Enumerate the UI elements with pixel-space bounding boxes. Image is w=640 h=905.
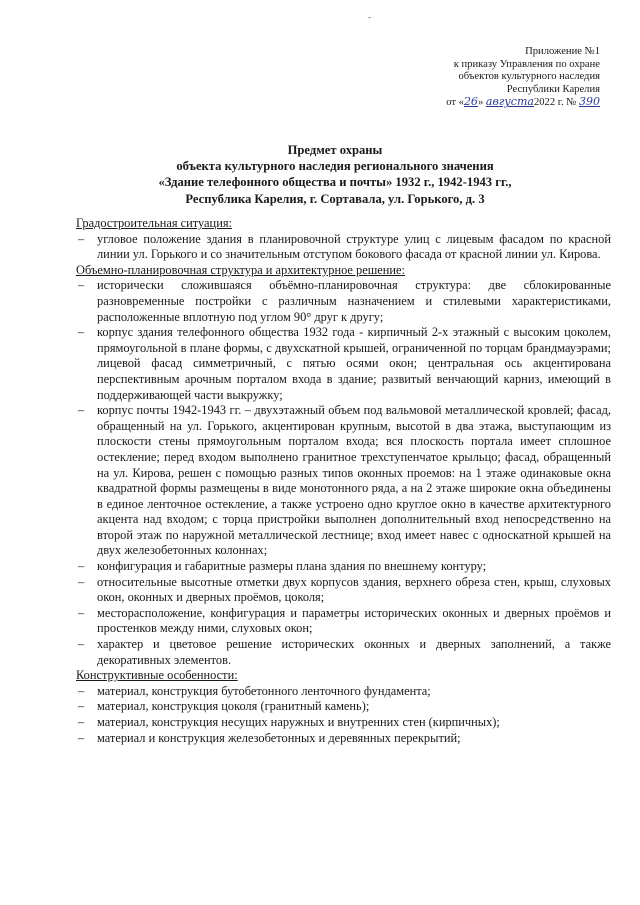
- appendix-line: Приложение №1: [525, 46, 600, 57]
- list-item: [76, 403, 611, 559]
- dash-bullet: –: [78, 278, 85, 293]
- section-heading: Конструктивные особенности:: [76, 668, 238, 683]
- list-item-text: конфигурация и габаритные размеры плана здания по внешнему контуру;: [97, 559, 487, 574]
- appendix-line: Республики Карелия: [506, 83, 600, 95]
- document-title: [60, 142, 610, 207]
- list-item-text: месторасположение, конфигурация и параметры исторических оконных и дверных проёмов и простенков между ними, слуховых окон;: [97, 605, 611, 636]
- list-item: [76, 232, 611, 263]
- list-item: [76, 606, 611, 637]
- section-heading: Объемно-планировочная структура и архитектурное решение:: [76, 262, 405, 277]
- list-item: [76, 731, 611, 747]
- dash-bullet: –: [78, 403, 85, 418]
- appendix-line: к приказу Управления по охране: [453, 58, 600, 70]
- list-item-text: относительные высотные отметки двух корпусов здания, верхнего обреза стен, крыш, слуховых окон, оконных и дверных проёмов, цоколя;: [97, 574, 611, 605]
- dash-bullet: –: [78, 325, 85, 340]
- list-item: [76, 325, 611, 403]
- dash-bullet: –: [78, 605, 85, 620]
- list-item-text: материал, конструкция несущих наружных и внутренних стен (кирпичных);: [97, 715, 500, 729]
- list-item-text: характер и цветовое решение исторических оконных и дверных заполнений, а также декоративных элементов.: [97, 637, 611, 667]
- handwritten-order-number: 390: [579, 95, 600, 109]
- dash-bullet: –: [78, 715, 85, 729]
- list-item: [76, 699, 611, 715]
- document-body: [76, 216, 611, 746]
- page-mark: -: [368, 12, 371, 22]
- dash-bullet: –: [78, 730, 85, 745]
- list-item: [76, 575, 611, 606]
- dash-bullet: –: [78, 574, 85, 589]
- dash-bullet: –: [78, 559, 85, 574]
- title-line: Предмет охраны: [287, 143, 383, 157]
- list-item: [76, 715, 611, 731]
- list-item: [76, 684, 611, 700]
- list-item-text: материал и конструкция железобетонных и деревянных перекрытий;: [97, 730, 461, 745]
- dash-bullet: –: [78, 231, 85, 246]
- title-line: «Здание телефонного общества и почты» 1932 г., 1942-1943 гг.,: [158, 175, 512, 190]
- section-heading: Градостроительная ситуация:: [76, 216, 232, 230]
- handwritten-month: августа: [485, 95, 534, 109]
- list-item-text: корпус почты 1942-1943 гг. – двухэтажный объем под вальмовой металлической кровлей; фасад, обращенный на ул. Горького, акцентирован крупным, высотой в два этажа, выступающим из плоскости стены прямоугольным порталом входа; вся плоскость портала имеет сплошное остекление; перед входом выполнено гранитное трехступенчатое крыльцо; фасад, обращенный на ул. Кирова, решен с помощью разных типов оконных проемов: на 1 этаже одинаковые окна квадратной формы размещены в виде монотонного ряда, а на 2 этаже широкие окна объединены в единое ленточное остекление, а также устроено одно круглое окно в качестве архитектурного акцента над входом; с торца пристройки выполнен дополнительный вход непосредственно на второй этаж по наружной металлической лестнице; вход имеет навес с односкатной крышей на двух железобетонных колоннах;: [97, 403, 611, 558]
- title-line: объекта культурного наследия регионального значения: [176, 159, 494, 174]
- appendix-block: [340, 46, 600, 110]
- date-mid: »: [477, 97, 486, 109]
- list-item: [76, 637, 611, 668]
- list-item: [76, 559, 611, 575]
- list-item-text: исторически сложившаяся объёмно-планировочная структура: две сблокированные разновременные постройки с различным назначением и стилевыми характеристиками, расположенные вплотную под углом 90° друг к другу;: [97, 278, 611, 324]
- handwritten-day: 26: [463, 95, 478, 109]
- list-item-text: материал, конструкция цоколя (гранитный камень);: [97, 699, 370, 714]
- order-date-line: [340, 96, 600, 110]
- list-item: [76, 278, 611, 325]
- dash-bullet: –: [78, 699, 85, 714]
- appendix-line: объектов культурного наследия: [458, 71, 600, 83]
- date-year: 2022 г. №: [533, 97, 579, 109]
- list-item-text: угловое положение здания в планировочной структуре улиц с лицевым фасадом по красной линии ул. Горького и со значительным отступом бокового фасада от красной линии ул. Кирова.: [97, 231, 611, 262]
- list-item-text: материал, конструкция бутобетонного ленточного фундамента;: [97, 683, 431, 698]
- dash-bullet: –: [78, 637, 85, 652]
- date-prefix: от «: [446, 97, 464, 109]
- list-item-text: корпус здания телефонного общества 1932 года - кирпичный 2-х этажный с высоким цоколем, прямоугольной в плане формы, с двухскатной крышей, ограниченной по торцам брандмауэрами; лицевой фасад симметричный, с пятью осями окон; центральная ось акцентирована перспективным арочным порталом входа в здание; развитый венчающий карниз, имеющий в поддерживающей части выкружку;: [97, 325, 611, 402]
- dash-bullet: –: [78, 683, 85, 698]
- title-line: Республика Карелия, г. Сортавала, ул. Горького, д. 3: [185, 191, 485, 206]
